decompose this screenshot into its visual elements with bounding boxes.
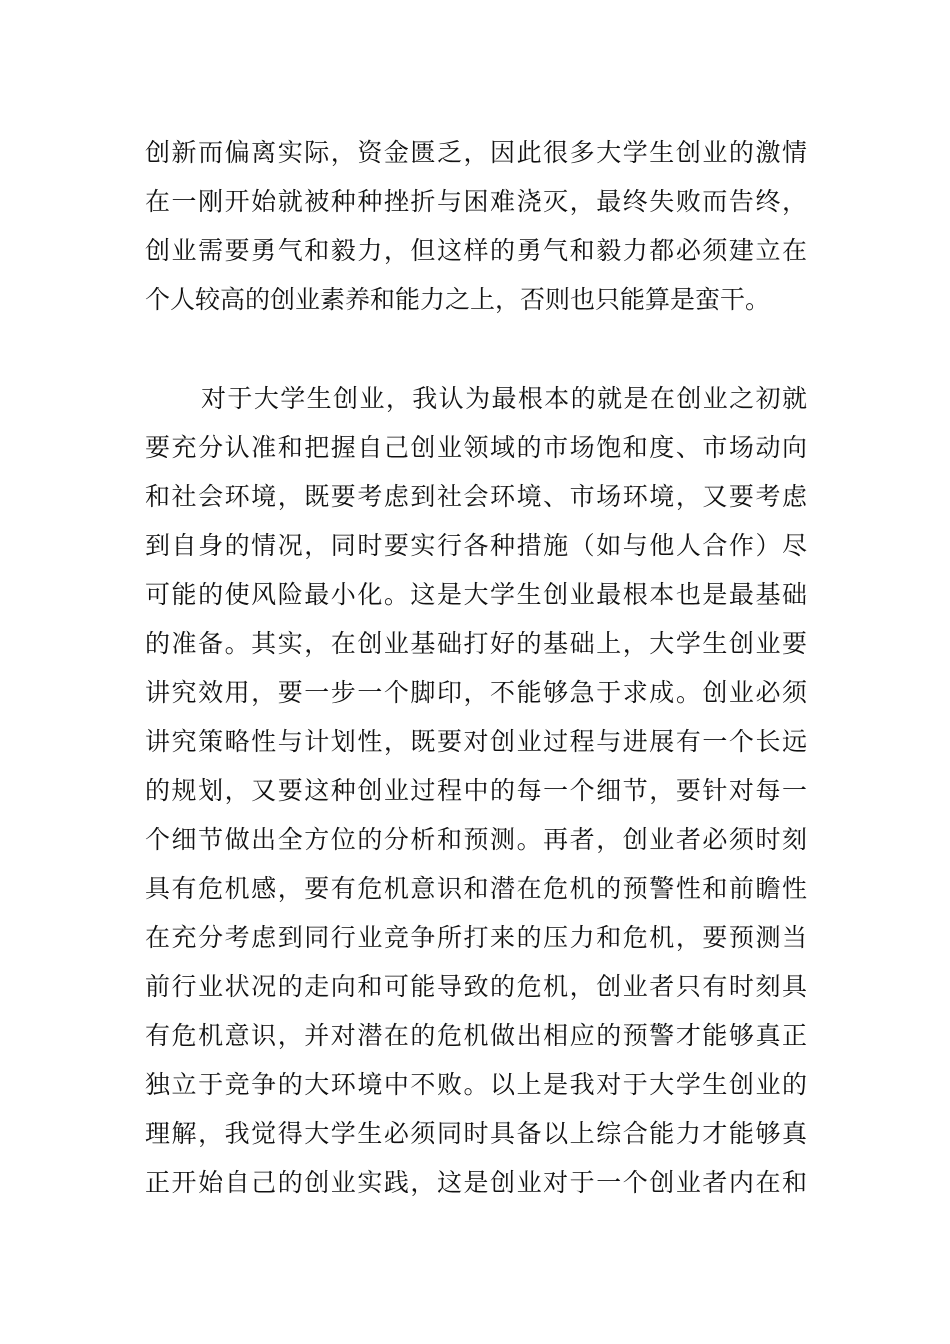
text-line: 的规划，又要这种创业过程中的每一个细节，要针对每一 <box>145 776 807 805</box>
text-line: 到自身的情况，同时要实行各种措施（如与他人合作）尽 <box>145 531 807 560</box>
text-line: 有危机意识，并对潜在的危机做出相应的预警才能够真正 <box>145 1021 807 1050</box>
text-line: 讲究策略性与计划性，既要对创业过程与进展有一个长远 <box>145 727 807 756</box>
text-line: 和社会环境，既要考虑到社会环境、市场环境，又要考虑 <box>145 482 807 511</box>
text-line: 正开始自己的创业实践，这是创业对于一个创业者内在和 <box>145 1168 807 1197</box>
text-line: 讲究效用，要一步一个脚印，不能够急于求成。创业必须 <box>145 678 807 707</box>
text-line: 独立于竞争的大环境中不败。以上是我对于大学生创业的 <box>145 1070 807 1099</box>
text-line: 要充分认准和把握自己创业领域的市场饱和度、市场动向 <box>145 433 807 462</box>
paragraph-2 <box>145 374 807 1207</box>
text-line: 创新而偏离实际，资金匮乏，因此很多大学生创业的激情 <box>145 138 807 167</box>
text-line: 创业需要勇气和毅力，但这样的勇气和毅力都必须建立在 <box>145 236 807 265</box>
text-line: 在一刚开始就被种种挫折与困难浇灭，最终失败而告终， <box>145 187 807 216</box>
text-line: 的准备。其实，在创业基础打好的基础上，大学生创业要 <box>145 629 807 658</box>
text-line: 具有危机感，要有危机意识和潜在危机的预警性和前瞻性 <box>145 874 807 903</box>
text-line: 在充分考虑到同行业竞争所打来的压力和危机，要预测当 <box>145 923 807 952</box>
text-line: 理解，我觉得大学生必须同时具备以上综合能力才能够真 <box>145 1119 807 1148</box>
text-line: 可能的使风险最小化。这是大学生创业最根本也是最基础 <box>145 580 807 609</box>
text-line: 个人较高的创业素养和能力之上，否则也只能算是蛮干。 <box>145 285 771 314</box>
text-line: 个细节做出全方位的分析和预测。再者，创业者必须时刻 <box>145 825 807 854</box>
text-line: 对于大学生创业，我认为最根本的就是在创业之初就 <box>201 384 807 413</box>
text-line: 前行业状况的走向和可能导致的危机，创业者只有时刻具 <box>145 972 807 1001</box>
paragraph-1 <box>145 128 807 324</box>
